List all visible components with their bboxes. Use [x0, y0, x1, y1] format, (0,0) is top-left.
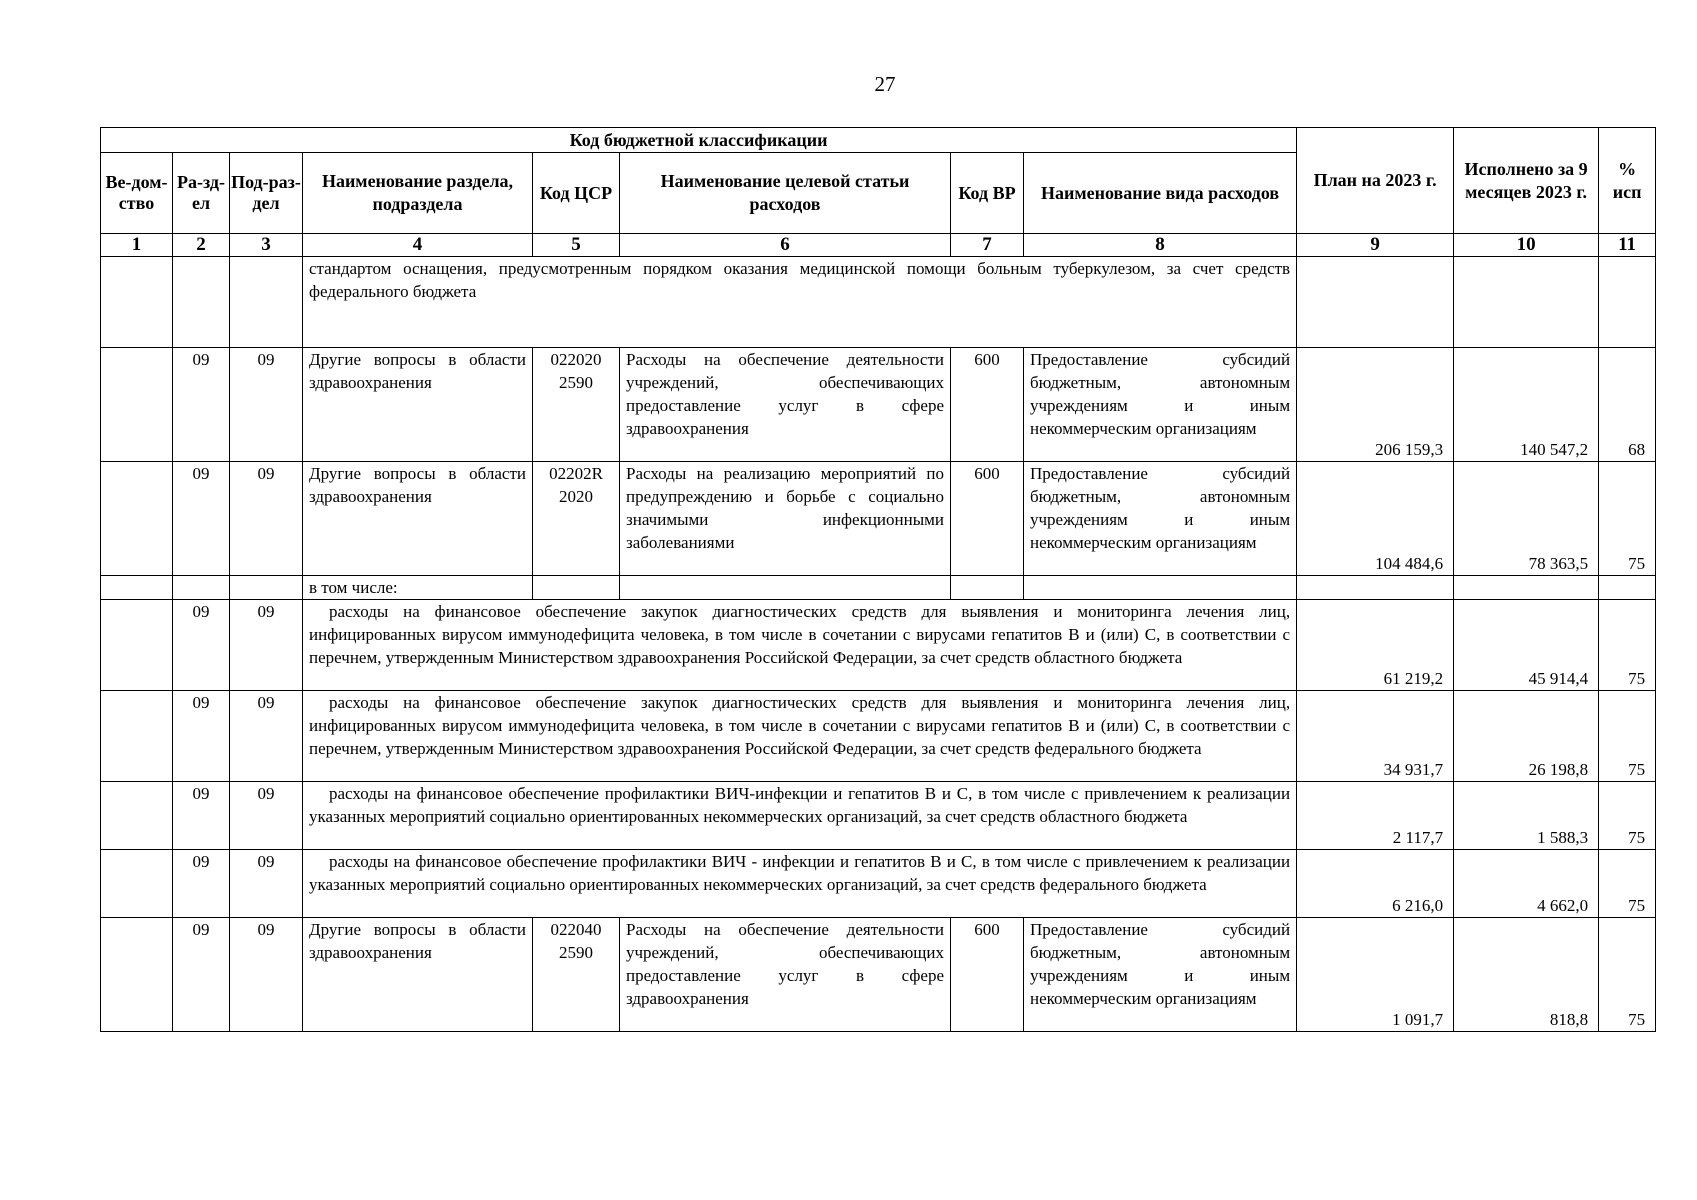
vr-cell: 600: [951, 918, 1024, 1032]
pct-cell: 75: [1599, 782, 1656, 850]
csr-cell: 022040 2590: [533, 918, 620, 1032]
plan-cell: 61 219,2: [1297, 600, 1454, 691]
column-number: 11: [1599, 234, 1656, 257]
table-row: [101, 782, 1656, 850]
header-done: Исполнено за 9 месяцев 2023 г.: [1454, 128, 1599, 234]
target-name-cell: Расходы на реализацию мероприятий по предупреждению и борьбе с социально значимыми инфекционными заболеваниями: [620, 462, 951, 576]
column-number: 9: [1297, 234, 1454, 257]
plan-cell: 1 091,7: [1297, 918, 1454, 1032]
pct-cell: 75: [1599, 850, 1656, 918]
done-cell: 78 363,5: [1454, 462, 1599, 576]
section-name-cell: Другие вопросы в области здравоохранения: [303, 918, 533, 1032]
header-csr: Код ЦСР: [533, 153, 620, 234]
pct-cell: 68: [1599, 348, 1656, 462]
page-number: 27: [874, 72, 896, 96]
header-target-name: Наименование целевой статьи расходов: [620, 153, 951, 234]
plan-cell: 6 216,0: [1297, 850, 1454, 918]
table-row: [101, 691, 1656, 782]
vr-cell: 600: [951, 462, 1024, 576]
table-row: [101, 600, 1656, 691]
podrazdel-cell: 09: [230, 348, 303, 462]
done-cell: 140 547,2: [1454, 348, 1599, 462]
razdel-cell: 09: [173, 348, 230, 462]
row-description: расходы на финансовое обеспечение профилактики ВИЧ-инфекции и гепатитов B и C, в том числе с привлечением к реализации указанных мероприятий социально ориентированных некоммерческих организаций, за счет средств областного бюджета: [303, 782, 1297, 850]
row-description: расходы на финансовое обеспечение закупок диагностических средств для выявления и мониторинга лечения лиц, инфицированных вирусом иммунодефицита человека, в том числе в сочетании с вирусами гепатитов B и (или) C, в соответствии с перечнем, утвержденным Министерством здравоохранения Российской Федерации, за счет средств областного бюджета: [303, 600, 1297, 691]
column-number-row: [101, 234, 1656, 257]
column-number: 10: [1454, 234, 1599, 257]
column-number: 6: [620, 234, 951, 257]
table-row: [101, 257, 1656, 348]
plan-cell: 34 931,7: [1297, 691, 1454, 782]
pct-cell: 75: [1599, 462, 1656, 576]
csr-cell: 022020 2590: [533, 348, 620, 462]
table-row: [101, 576, 1656, 600]
header-plan: План на 2023 г.: [1297, 128, 1454, 234]
column-number: 4: [303, 234, 533, 257]
table-row: [101, 348, 1656, 462]
csr-cell: 02202R 2020: [533, 462, 620, 576]
section-name-cell: Другие вопросы в области здравоохранения: [303, 348, 533, 462]
column-number: 2: [173, 234, 230, 257]
pct-cell: 75: [1599, 600, 1656, 691]
plan-cell: 2 117,7: [1297, 782, 1454, 850]
column-number: 5: [533, 234, 620, 257]
header-section-name: Наименование раздела, подраздела: [303, 153, 533, 234]
row-description: расходы на финансовое обеспечение закупок диагностических средств для выявления и мониторинга лечения лиц, инфицированных вирусом иммунодефицита человека, в том числе в сочетании с вирусами гепатитов B и (или) C, в соответствии с перечнем, утвержденным Министерством здравоохранения Российской Федерации, за счет средств федерального бюджета: [303, 691, 1297, 782]
razdel-cell: 09: [173, 782, 230, 850]
column-number: 7: [951, 234, 1024, 257]
header-group-title: Код бюджетной классификации: [101, 128, 1297, 153]
done-cell: 818,8: [1454, 918, 1599, 1032]
column-number: 8: [1024, 234, 1297, 257]
target-name-cell: Расходы на обеспечение деятельности учреждений, обеспечивающих предоставление услуг в сфере здравоохранения: [620, 348, 951, 462]
including-label: в том числе:: [303, 576, 533, 600]
row-description: расходы на финансовое обеспечение профилактики ВИЧ - инфекции и гепатитов B и C, в том числе с привлечением к реализации указанных мероприятий социально ориентированных некоммерческих организаций, за счет средств федерального бюджета: [303, 850, 1297, 918]
header-row-group: [101, 128, 1656, 153]
done-cell: 45 914,4: [1454, 600, 1599, 691]
done-cell: 26 198,8: [1454, 691, 1599, 782]
podrazdel-cell: 09: [230, 918, 303, 1032]
type-name-cell: Предоставление субсидий бюджетным, автономным учреждениям и иным некоммерческим организациям: [1024, 918, 1297, 1032]
vr-cell: 600: [951, 348, 1024, 462]
podrazdel-cell: 09: [230, 782, 303, 850]
plan-cell: 206 159,3: [1297, 348, 1454, 462]
razdel-cell: 09: [173, 600, 230, 691]
plan-cell: 104 484,6: [1297, 462, 1454, 576]
target-name-cell: Расходы на обеспечение деятельности учреждений, обеспечивающих предоставление услуг в сфере здравоохранения: [620, 918, 951, 1032]
budget-table: [100, 127, 1656, 1032]
razdel-cell: 09: [173, 691, 230, 782]
header-razdel: Ра-зд-ел: [173, 153, 230, 234]
column-number: 3: [230, 234, 303, 257]
header-vr: Код ВР: [951, 153, 1024, 234]
razdel-cell: 09: [173, 918, 230, 1032]
podrazdel-cell: 09: [230, 600, 303, 691]
table-row: [101, 462, 1656, 576]
done-cell: 1 588,3: [1454, 782, 1599, 850]
header-pct: % исп: [1599, 128, 1656, 234]
table-row: [101, 850, 1656, 918]
pct-cell: 75: [1599, 918, 1656, 1032]
header-vedomstvo: Ве-дом-ство: [101, 153, 173, 234]
type-name-cell: Предоставление субсидий бюджетным, автономным учреждениям и иным некоммерческим организациям: [1024, 348, 1297, 462]
row-description: стандартом оснащения, предусмотренным порядком оказания медицинской помощи больным туберкулезом, за счет средств федерального бюджета: [303, 257, 1297, 348]
razdel-cell: 09: [173, 850, 230, 918]
table-row: [101, 918, 1656, 1032]
header-type-name: Наименование вида расходов: [1024, 153, 1297, 234]
pct-cell: 75: [1599, 691, 1656, 782]
done-cell: 4 662,0: [1454, 850, 1599, 918]
razdel-cell: 09: [173, 462, 230, 576]
type-name-cell: Предоставление субсидий бюджетным, автономным учреждениям и иным некоммерческим организациям: [1024, 462, 1297, 576]
section-name-cell: Другие вопросы в области здравоохранения: [303, 462, 533, 576]
podrazdel-cell: 09: [230, 691, 303, 782]
header-podrazdel: Под-раз-дел: [230, 153, 303, 234]
column-number: 1: [101, 234, 173, 257]
podrazdel-cell: 09: [230, 462, 303, 576]
podrazdel-cell: 09: [230, 850, 303, 918]
